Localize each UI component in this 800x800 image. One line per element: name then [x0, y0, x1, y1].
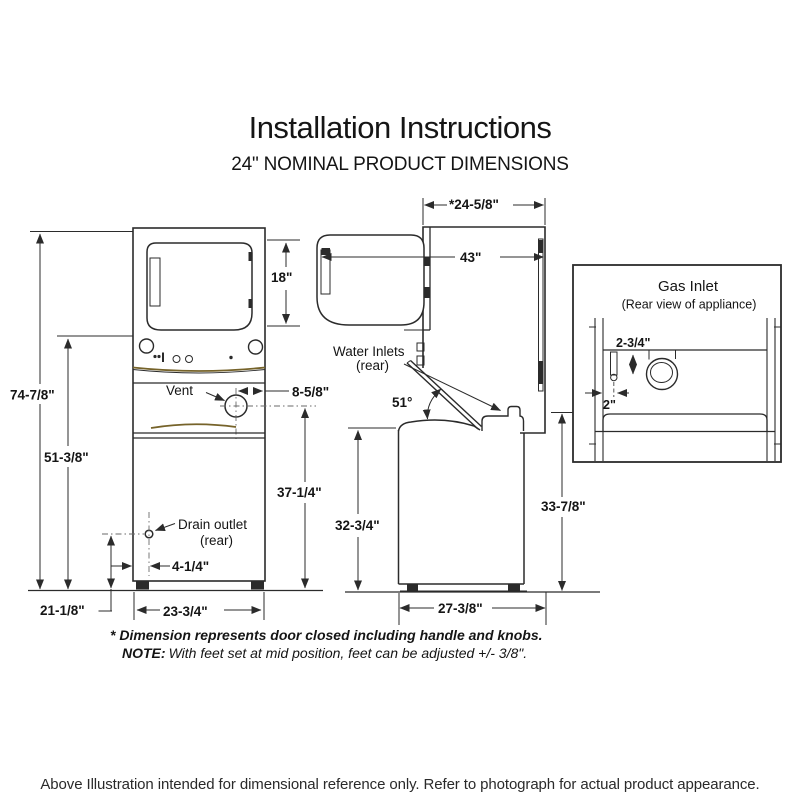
water-inlets-sublabel: (rear): [356, 358, 389, 373]
page-subtitle: 24" NOMINAL PRODUCT DIMENSIONS: [231, 154, 569, 175]
dim-washer-height: 32-3/4": [335, 518, 380, 533]
vent-label: Vent: [166, 383, 194, 398]
dim-depth: *24-5/8": [449, 197, 499, 212]
dim-vent-height: 37-1/4": [277, 485, 322, 500]
dim-depth-door-open: 43": [460, 250, 482, 265]
side-view-drawing: [317, 227, 600, 592]
dim-washer-section-height: 51-3/8": [44, 450, 89, 465]
asterisk-note: * Dimension represents door closed including handle and knobs.: [110, 627, 543, 643]
dim-gas-pipe-offset: 2": [603, 398, 616, 412]
gas-inlet-title: Gas Inlet: [657, 278, 719, 295]
feet-note-text: With feet set at mid position, feet can be adjusted +/- 3/8".: [168, 645, 528, 662]
dim-door-height: 18": [271, 270, 293, 285]
drain-outlet-label: Drain outlet: [178, 517, 248, 532]
dim-width: 23-3/4": [163, 604, 208, 619]
page-title: Installation Instructions: [248, 110, 552, 145]
footer-disclaimer: Above Illustration intended for dimensional reference only. Refer to photograph for actual product appearance.: [40, 776, 760, 793]
feet-note-label: NOTE:: [122, 645, 166, 662]
feet-note: [122, 644, 543, 662]
dim-total-height: 74-7/8": [10, 387, 55, 403]
dim-drain-offset: 4-1/4": [172, 559, 210, 574]
dim-lid-angle: 51°: [392, 395, 413, 410]
dim-drain-height: 21-1/8": [40, 603, 85, 618]
footnotes: [95, 626, 543, 662]
water-inlets-label: Water Inlets: [333, 344, 405, 359]
dim-vent-offset: 8-5/8": [292, 384, 330, 400]
gas-inlet-subtitle: (Rear view of appliance): [621, 297, 757, 312]
drain-outlet-sublabel: (rear): [200, 533, 233, 548]
dim-base-depth: 27-3/8": [438, 601, 483, 616]
dim-gas-pipe-drop: 2-3/4": [616, 336, 651, 350]
dim-inlet-height: 33-7/8": [541, 499, 586, 514]
